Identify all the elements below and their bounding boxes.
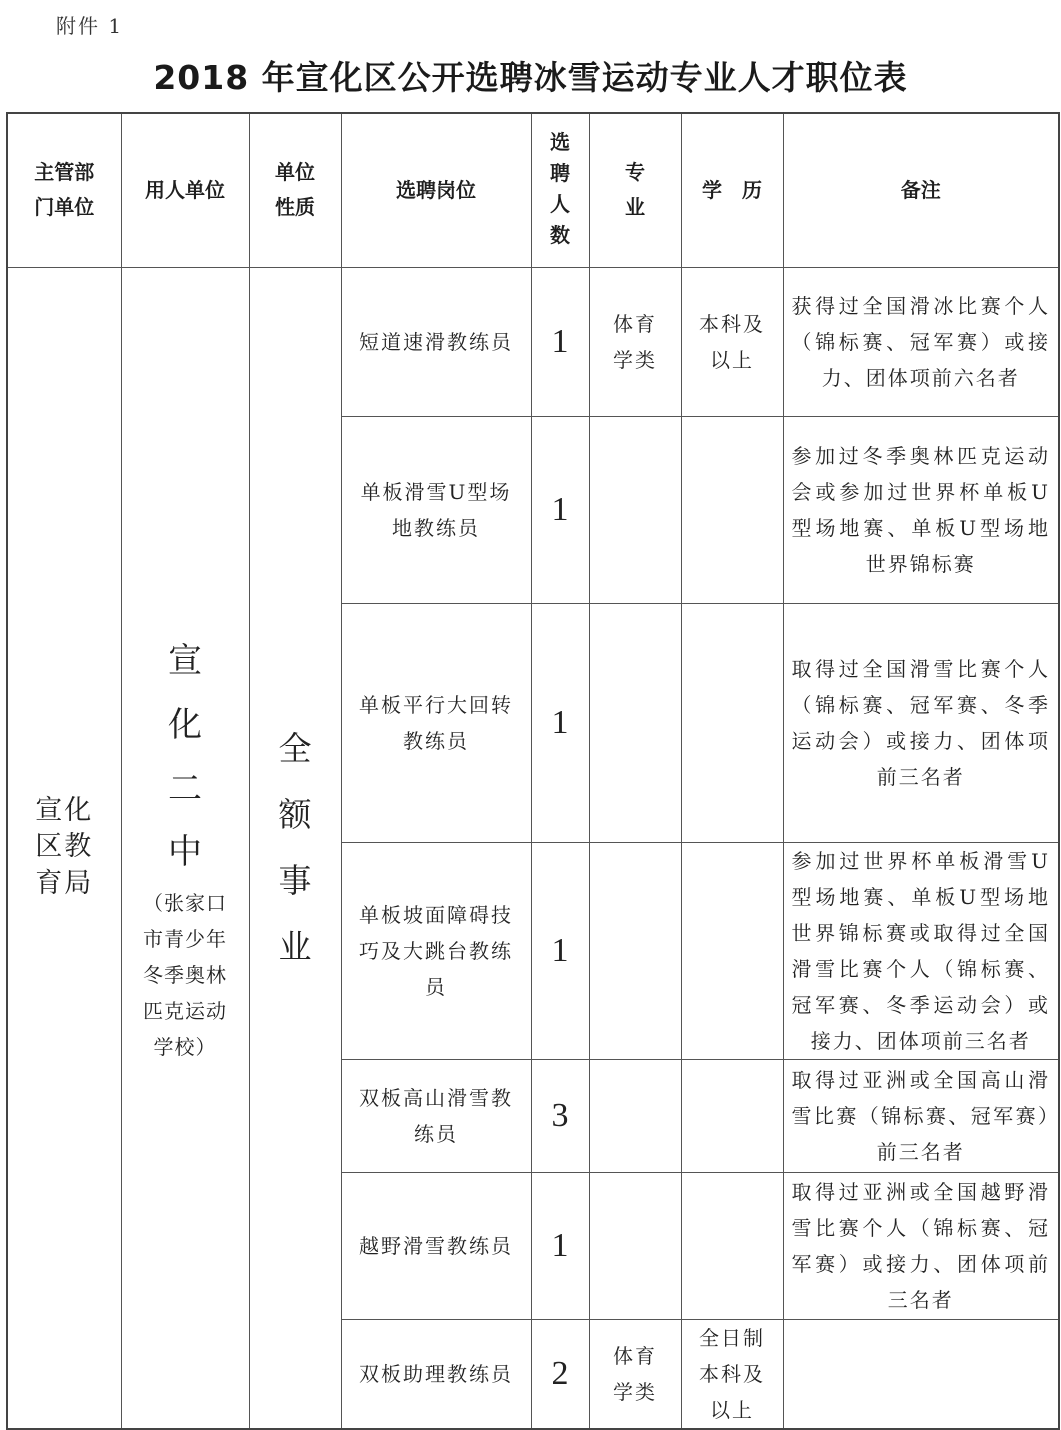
education-cell <box>681 1059 783 1172</box>
header-education: 学 历 <box>681 113 783 267</box>
employer-cell: 宣化二中 （张家口市青少年冬季奥林匹克运动学校） <box>121 267 249 1429</box>
dept-cell: 宣化区教育局 <box>7 267 121 1429</box>
education-cell <box>681 416 783 603</box>
position-cell: 双板高山滑雪教练员 <box>341 1059 531 1172</box>
table-row <box>7 267 1059 416</box>
header-position: 选聘岗位 <box>341 113 531 267</box>
note-cell: 取得过亚洲或全国高山滑雪比赛（锦标赛、冠军赛）前三名者 <box>783 1059 1059 1172</box>
major-cell <box>589 1059 681 1172</box>
note-cell <box>783 1319 1059 1429</box>
major-cell <box>589 1172 681 1319</box>
position-cell: 双板助理教练员 <box>341 1319 531 1429</box>
education-cell <box>681 1172 783 1319</box>
position-cell: 单板滑雪U型场地教练员 <box>341 416 531 603</box>
header-row <box>7 113 1059 267</box>
note-cell: 取得过亚洲或全国越野滑雪比赛个人（锦标赛、冠军赛）或接力、团体项前三名者 <box>783 1172 1059 1319</box>
education-cell <box>681 842 783 1059</box>
unit-type-cell: 全额事业 <box>249 267 341 1429</box>
note-cell: 参加过冬季奥林匹克运动会或参加过世界杯单板U型场地赛、单板U型场地世界锦标赛 <box>783 416 1059 603</box>
position-cell: 越野滑雪教练员 <box>341 1172 531 1319</box>
header-employer: 用人单位 <box>121 113 249 267</box>
header-dept: 主管部门单位 <box>7 113 121 267</box>
header-major: 专业 <box>589 113 681 267</box>
count-cell: 1 <box>531 267 589 416</box>
education-cell: 本科及以上 <box>681 267 783 416</box>
count-cell: 2 <box>531 1319 589 1429</box>
count-cell: 3 <box>531 1059 589 1172</box>
major-cell: 体育学类 <box>589 267 681 416</box>
count-cell: 1 <box>531 842 589 1059</box>
count-cell: 1 <box>531 603 589 842</box>
note-cell: 参加过世界杯单板滑雪U型场地赛、单板U型场地世界锦标赛或取得过全国滑雪比赛个人（锦标赛、冠军赛、冬季运动会）或接力、团体项前三名者 <box>783 842 1059 1059</box>
major-cell <box>589 603 681 842</box>
position-cell: 单板平行大回转教练员 <box>341 603 531 842</box>
major-cell: 体育学类 <box>589 1319 681 1429</box>
header-unit-type: 单位性质 <box>249 113 341 267</box>
attachment-label: 附件 1 <box>56 14 124 38</box>
education-cell <box>681 603 783 842</box>
page-title: 2018 年宣化区公开选聘冰雪运动专业人才职位表 <box>153 58 908 97</box>
count-cell: 1 <box>531 1172 589 1319</box>
position-cell: 短道速滑教练员 <box>341 267 531 416</box>
education-cell: 全日制本科及以上 <box>681 1319 783 1429</box>
note-cell: 取得过全国滑雪比赛个人（锦标赛、冠军赛、冬季运动会）或接力、团体项前三名者 <box>783 603 1059 842</box>
note-cell: 获得过全国滑冰比赛个人（锦标赛、冠军赛）或接力、团体项前六名者 <box>783 267 1059 416</box>
header-count: 选聘人数 <box>531 113 589 267</box>
position-table <box>6 112 1060 1430</box>
count-cell: 1 <box>531 416 589 603</box>
header-notes: 备注 <box>783 113 1059 267</box>
major-cell <box>589 842 681 1059</box>
major-cell <box>589 416 681 603</box>
position-cell: 单板坡面障碍技巧及大跳台教练员 <box>341 842 531 1059</box>
